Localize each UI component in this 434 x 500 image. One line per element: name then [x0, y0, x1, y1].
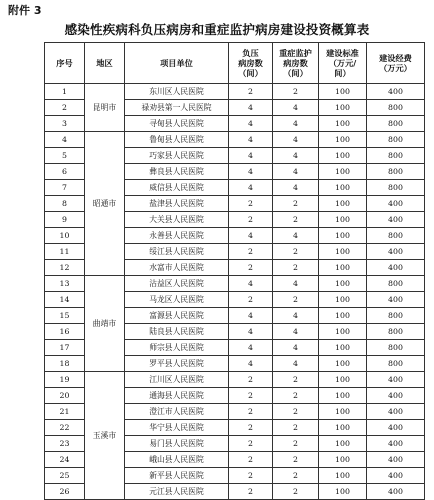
project-unit: 陆良县人民医院 [125, 324, 229, 340]
construction-standard: 100 [319, 292, 367, 308]
header-region [85, 43, 125, 84]
project-unit: 彝良县人民医院 [125, 164, 229, 180]
project-unit: 通海县人民医院 [125, 388, 229, 404]
negative-pressure-count: 4 [229, 228, 273, 244]
project-unit: 易门县人民医院 [125, 436, 229, 452]
row-number: 11 [45, 244, 85, 260]
icu-count: 4 [273, 148, 319, 164]
row-number: 18 [45, 356, 85, 372]
construction-standard: 100 [319, 228, 367, 244]
project-unit: 东川区人民医院 [125, 84, 229, 100]
icu-count: 4 [273, 308, 319, 324]
header-construction-budget [367, 43, 425, 84]
region-cell: 曲靖市 [85, 276, 125, 372]
construction-budget: 400 [367, 420, 425, 436]
row-number: 25 [45, 468, 85, 484]
construction-budget: 400 [367, 84, 425, 100]
icu-count: 2 [273, 468, 319, 484]
construction-standard: 100 [319, 372, 367, 388]
table-row [45, 132, 425, 148]
row-number: 14 [45, 292, 85, 308]
row-number: 8 [45, 196, 85, 212]
construction-standard: 100 [319, 468, 367, 484]
negative-pressure-count: 4 [229, 132, 273, 148]
negative-pressure-count: 2 [229, 292, 273, 308]
project-unit: 峨山县人民医院 [125, 452, 229, 468]
icu-count: 4 [273, 276, 319, 292]
construction-standard: 100 [319, 84, 367, 100]
table-row [45, 276, 425, 292]
row-number: 5 [45, 148, 85, 164]
construction-standard: 100 [319, 404, 367, 420]
row-number: 3 [45, 116, 85, 132]
project-unit: 罗平县人民医院 [125, 356, 229, 372]
project-unit: 师宗县人民医院 [125, 340, 229, 356]
row-number: 9 [45, 212, 85, 228]
icu-count: 2 [273, 84, 319, 100]
project-unit: 绥江县人民医院 [125, 244, 229, 260]
construction-standard: 100 [319, 340, 367, 356]
construction-standard: 100 [319, 356, 367, 372]
construction-standard: 100 [319, 324, 367, 340]
table-row [45, 84, 425, 100]
row-number: 7 [45, 180, 85, 196]
construction-standard: 100 [319, 180, 367, 196]
header-line: （间） [238, 68, 263, 78]
construction-budget: 800 [367, 356, 425, 372]
attachment-label: 附件 3 [8, 4, 42, 17]
row-number: 1 [45, 84, 85, 100]
icu-count: 2 [273, 484, 319, 500]
construction-budget: 400 [367, 244, 425, 260]
header-row [45, 43, 425, 84]
project-unit: 禄劝县第一人民医院 [125, 100, 229, 116]
header-line: 负压 [242, 48, 259, 58]
construction-budget: 400 [367, 436, 425, 452]
header-line: （万元） [379, 63, 412, 73]
project-unit: 威信县人民医院 [125, 180, 229, 196]
negative-pressure-count: 4 [229, 324, 273, 340]
row-number: 15 [45, 308, 85, 324]
construction-standard: 100 [319, 212, 367, 228]
icu-count: 2 [273, 244, 319, 260]
icu-count: 2 [273, 196, 319, 212]
construction-budget: 800 [367, 228, 425, 244]
construction-budget: 400 [367, 372, 425, 388]
project-unit: 华宁县人民医院 [125, 420, 229, 436]
project-unit: 寻甸县人民医院 [125, 116, 229, 132]
row-number: 24 [45, 452, 85, 468]
project-unit: 永善县人民医院 [125, 228, 229, 244]
negative-pressure-count: 2 [229, 484, 273, 500]
icu-count: 4 [273, 356, 319, 372]
icu-count: 2 [273, 212, 319, 228]
icu-count: 2 [273, 404, 319, 420]
construction-budget: 400 [367, 404, 425, 420]
header-line: 项目单位 [160, 58, 193, 68]
construction-standard: 100 [319, 388, 367, 404]
icu-count: 4 [273, 228, 319, 244]
project-unit: 元江县人民医院 [125, 484, 229, 500]
row-number: 20 [45, 388, 85, 404]
construction-budget: 400 [367, 212, 425, 228]
icu-count: 4 [273, 116, 319, 132]
header-no [45, 43, 85, 84]
construction-budget: 400 [367, 388, 425, 404]
row-number: 21 [45, 404, 85, 420]
construction-standard: 100 [319, 100, 367, 116]
negative-pressure-count: 4 [229, 180, 273, 196]
budget-table [44, 42, 425, 500]
row-number: 22 [45, 420, 85, 436]
construction-budget: 400 [367, 292, 425, 308]
header-icu-wards [273, 43, 319, 84]
construction-standard: 100 [319, 452, 367, 468]
header-line: 间） [334, 68, 351, 78]
construction-standard: 100 [319, 484, 367, 500]
row-number: 2 [45, 100, 85, 116]
negative-pressure-count: 2 [229, 260, 273, 276]
negative-pressure-count: 2 [229, 420, 273, 436]
construction-standard: 100 [319, 164, 367, 180]
row-number: 13 [45, 276, 85, 292]
project-unit: 水富市人民医院 [125, 260, 229, 276]
construction-standard: 100 [319, 132, 367, 148]
table-row [45, 372, 425, 388]
construction-budget: 800 [367, 308, 425, 324]
project-unit: 马龙区人民医院 [125, 292, 229, 308]
project-unit: 鲁甸县人民医院 [125, 132, 229, 148]
negative-pressure-count: 2 [229, 196, 273, 212]
icu-count: 2 [273, 260, 319, 276]
icu-count: 4 [273, 340, 319, 356]
icu-count: 4 [273, 164, 319, 180]
icu-count: 2 [273, 292, 319, 308]
header-line: 病房数 [238, 58, 263, 68]
construction-budget: 400 [367, 452, 425, 468]
icu-count: 2 [273, 372, 319, 388]
construction-standard: 100 [319, 196, 367, 212]
row-number: 26 [45, 484, 85, 500]
construction-budget: 800 [367, 324, 425, 340]
construction-budget: 800 [367, 100, 425, 116]
negative-pressure-count: 4 [229, 100, 273, 116]
construction-budget: 400 [367, 196, 425, 212]
table-body [45, 84, 425, 500]
region-cell: 昭通市 [85, 132, 125, 276]
construction-standard: 100 [319, 148, 367, 164]
negative-pressure-count: 4 [229, 340, 273, 356]
negative-pressure-count: 4 [229, 116, 273, 132]
construction-standard: 100 [319, 420, 367, 436]
icu-count: 4 [273, 132, 319, 148]
construction-budget: 800 [367, 340, 425, 356]
construction-budget: 400 [367, 260, 425, 276]
construction-budget: 800 [367, 132, 425, 148]
icu-count: 2 [273, 452, 319, 468]
icu-count: 2 [273, 388, 319, 404]
construction-standard: 100 [319, 116, 367, 132]
construction-standard: 100 [319, 260, 367, 276]
negative-pressure-count: 2 [229, 404, 273, 420]
project-unit: 富源县人民医院 [125, 308, 229, 324]
project-unit: 江川区人民医院 [125, 372, 229, 388]
negative-pressure-count: 2 [229, 84, 273, 100]
negative-pressure-count: 2 [229, 436, 273, 452]
construction-budget: 800 [367, 276, 425, 292]
row-number: 16 [45, 324, 85, 340]
project-unit: 大关县人民医院 [125, 212, 229, 228]
negative-pressure-count: 2 [229, 388, 273, 404]
negative-pressure-count: 4 [229, 276, 273, 292]
region-cell: 昆明市 [85, 84, 125, 132]
project-unit: 沾益区人民医院 [125, 276, 229, 292]
header-line: 建设标准 [326, 48, 359, 58]
header-line: 地区 [96, 58, 113, 68]
construction-budget: 400 [367, 468, 425, 484]
row-number: 4 [45, 132, 85, 148]
row-number: 19 [45, 372, 85, 388]
page-title: 感染性疾病科负压病房和重症监护病房建设投资概算表 [64, 22, 370, 37]
icu-count: 4 [273, 324, 319, 340]
construction-budget: 400 [367, 484, 425, 500]
icu-count: 2 [273, 420, 319, 436]
construction-standard: 100 [319, 308, 367, 324]
header-line: 重症监护 [279, 48, 312, 58]
construction-standard: 100 [319, 244, 367, 260]
negative-pressure-count: 4 [229, 356, 273, 372]
negative-pressure-count: 4 [229, 308, 273, 324]
row-number: 23 [45, 436, 85, 452]
header-line: 病房数 [283, 58, 308, 68]
row-number: 17 [45, 340, 85, 356]
header-unit [125, 43, 229, 84]
project-unit: 新平县人民医院 [125, 468, 229, 484]
header-line: 建设经费 [379, 53, 412, 63]
icu-count: 2 [273, 436, 319, 452]
icu-count: 4 [273, 100, 319, 116]
project-unit: 巧家县人民医院 [125, 148, 229, 164]
region-cell: 玉溪市 [85, 372, 125, 500]
negative-pressure-count: 4 [229, 164, 273, 180]
negative-pressure-count: 2 [229, 244, 273, 260]
header-line: （万元/ [328, 58, 357, 68]
header-negative-pressure-wards [229, 43, 273, 84]
negative-pressure-count: 2 [229, 468, 273, 484]
construction-standard: 100 [319, 436, 367, 452]
header-construction-standard [319, 43, 367, 84]
row-number: 6 [45, 164, 85, 180]
header-line: 序号 [56, 58, 73, 68]
negative-pressure-count: 2 [229, 452, 273, 468]
row-number: 12 [45, 260, 85, 276]
negative-pressure-count: 2 [229, 372, 273, 388]
construction-standard: 100 [319, 276, 367, 292]
header-line: （间） [283, 68, 308, 78]
construction-budget: 800 [367, 180, 425, 196]
row-number: 10 [45, 228, 85, 244]
construction-budget: 800 [367, 148, 425, 164]
project-unit: 澄江市人民医院 [125, 404, 229, 420]
icu-count: 4 [273, 180, 319, 196]
negative-pressure-count: 4 [229, 148, 273, 164]
negative-pressure-count: 2 [229, 212, 273, 228]
construction-budget: 800 [367, 164, 425, 180]
construction-budget: 800 [367, 116, 425, 132]
project-unit: 盐津县人民医院 [125, 196, 229, 212]
